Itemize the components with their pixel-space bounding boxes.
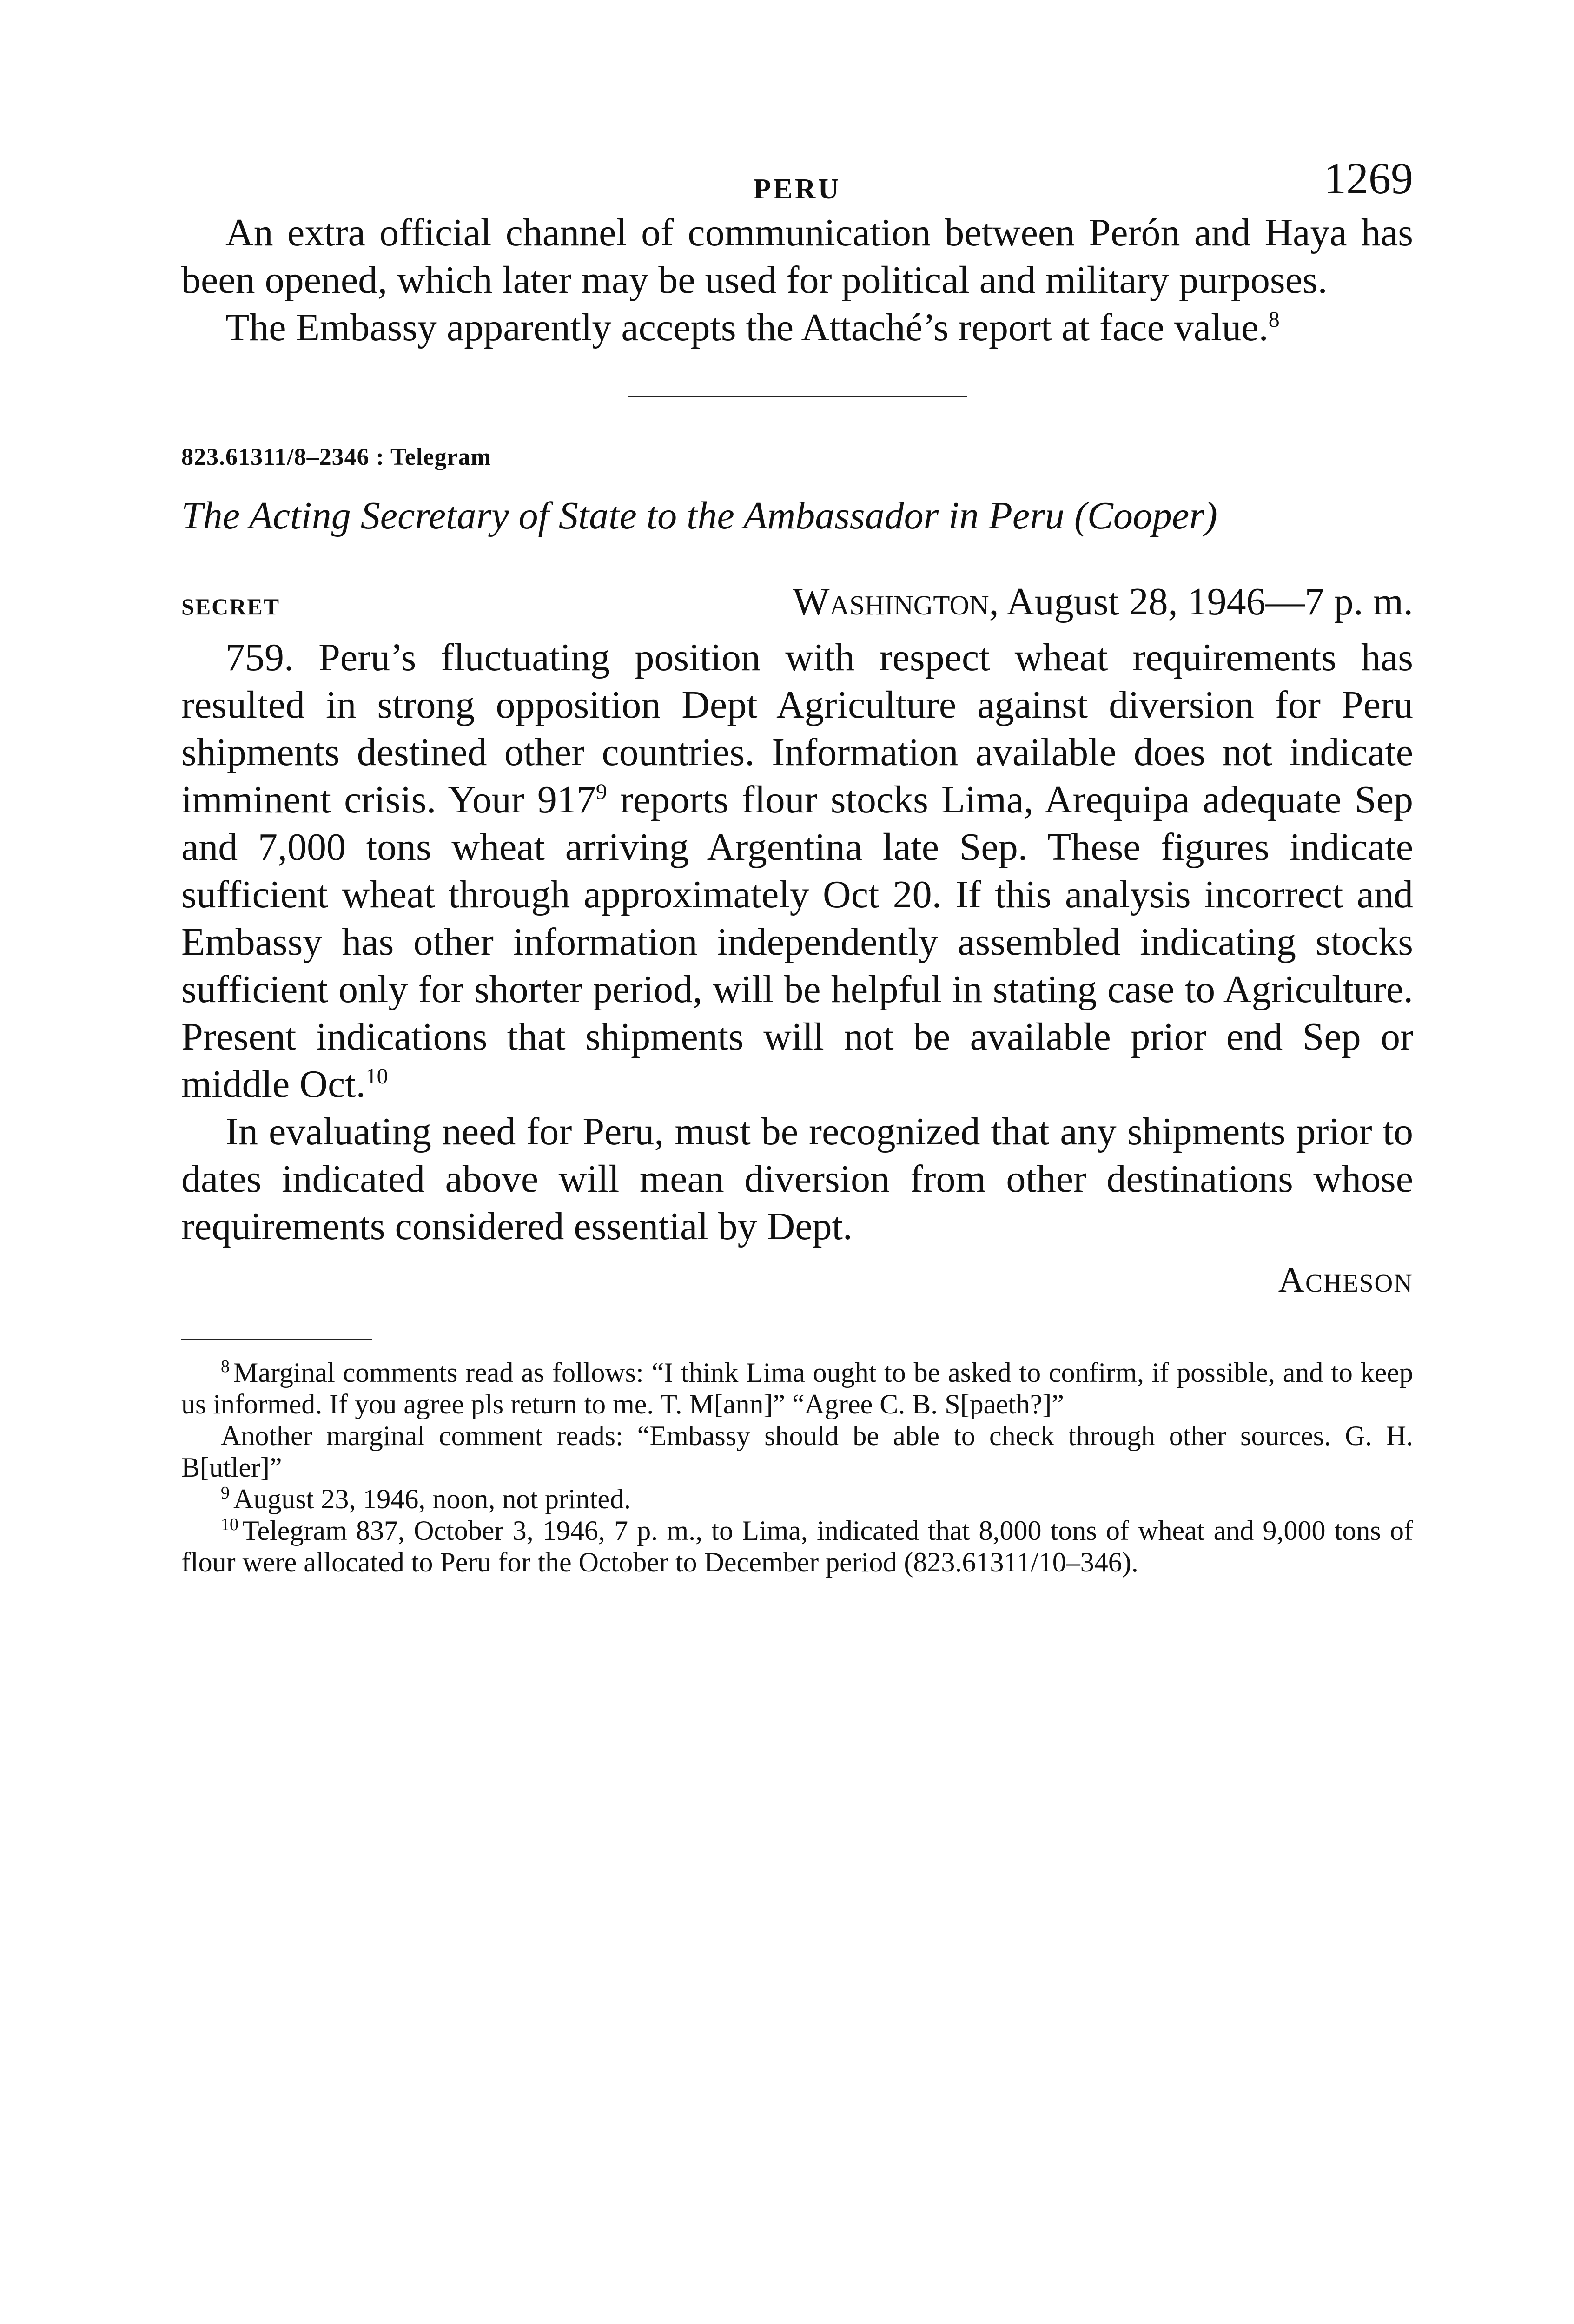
telegram-paragraph-1 [181,634,1413,1108]
place-name: Washington [793,580,989,623]
footnote-ref-9: 9 [595,779,607,804]
document-page [181,153,1413,1578]
opening-paragraph: An extra official channel of communication between Perón and Haya has been opened, which later may be used for political and military purposes. [181,211,1413,302]
place-date [793,579,1413,624]
footnote-10-marker: 10 [221,1515,238,1534]
running-title: PERU [753,173,841,205]
footnote-9-text: August 23, 1946, noon, not printed. [233,1484,631,1514]
document-meta-line [181,579,1413,626]
date-time: , August 28, 1946—7 p. m. [989,580,1413,623]
section-divider [628,396,967,397]
telegram-paragraph-2: In evaluating need for Peru, must be recognized that any shipments prior to dates indicated above will mean diversion from other destinations whose requirements considered essential by Dept. [181,1110,1413,1248]
footnote-9-marker: 9 [221,1483,230,1503]
footnote-9 [181,1483,1413,1515]
footnote-8 [181,1357,1413,1420]
footnote-8-text: Marginal comments read as follows: “I think Lima ought to be asked to confirm, if possible, and to keep us informed. If you agree pls return to me. T. M[ann]” “Agree C. B. S[paeth?]” [181,1357,1413,1419]
signature: Acheson [1278,1259,1413,1300]
running-head [181,153,1413,209]
footnote-10 [181,1515,1413,1578]
footnote-divider [181,1339,372,1340]
document-title: The Acting Secretary of State to the Ambassador in Peru (Cooper) [181,494,1217,537]
telegram-body [181,634,1413,1250]
classification: SECRET [181,594,280,620]
footnote-ref-10: 10 [365,1064,388,1089]
footnote-8-marker: 8 [221,1357,230,1376]
footnotes [181,1357,1413,1578]
telegram-paragraph-1-start: 759. Peru’s fluctuating position with respect wheat requirements has resulted in strong opposition Dept Agriculture against diversion for Peru shipments destined other countries. Information available does not indicate imminent crisis. Your 917 [181,636,1413,821]
embassy-report-text: The Embassy apparently accepts the Attaché’s report at face value. [225,306,1269,349]
footnote-ref-8: 8 [1268,307,1280,332]
embassy-report-paragraph [181,304,1413,351]
page-number: 1269 [1324,153,1413,203]
footnote-8-continuation: Another marginal comment reads: “Embassy should be able to check through other sources. G. H. B[utler]” [181,1420,1413,1483]
footnote-10-text: Telegram 837, October 3, 1946, 7 p. m., to Lima, indicated that 8,000 tons of wheat and 9,000 tons of flour were allocated to Peru for the October to December period (823.61311/10–346). [181,1515,1413,1578]
telegram-paragraph-1-end: reports flour stocks Lima, Arequipa adequate Sep and 7,000 tons wheat arriving Argentina late Sep. These figures indicate sufficient wheat through approximately Oct 20. If this analysis incorrect and Embassy has other information independently assembled indicating stocks sufficient only for shorter period, will be helpful in stating case to Agriculture. Present indications that shipments will not be available prior end Sep or middle Oct. [181,778,1413,1106]
document-file-number: 823.61311/8–2346 : Telegram [181,444,491,470]
